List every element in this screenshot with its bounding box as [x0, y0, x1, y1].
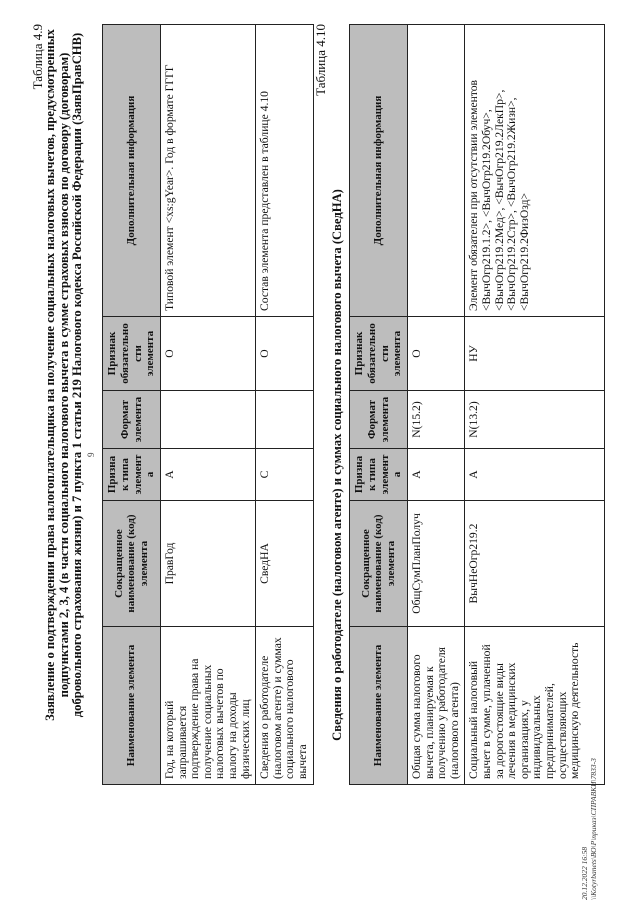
table-4-10	[349, 24, 605, 785]
col-header-info: Дополнительная информация	[350, 25, 408, 317]
cell-info: Элемент обязателен при отсутствии элементов <ВычОгр219.1.2>, <ВычОгр219.2Обуч>, <ВычОгр219.2Мед>, <ВычОгр219.2ЛекПр>, <ВычОгр219.2Стр>, <ВычОгр219.2Жизн>, <ВычОгр219.2ФизОзд>	[465, 25, 605, 317]
col-header-name: Наименование элемента	[350, 627, 408, 785]
col-header-required: Признак обязательности элемента	[103, 317, 161, 391]
cell-name: Год, на который запрашивается подтверждение права на получение социальных налоговых вычетов по налогу на доходы физических лиц	[161, 627, 256, 785]
col-header-info: Дополнительная информация	[103, 25, 161, 317]
cell-type: А	[408, 449, 465, 501]
col-header-type: Признак типа элемента	[103, 449, 161, 501]
col-header-code: Сокращенное наименование (код) элемента	[103, 501, 161, 627]
table-row	[408, 25, 465, 785]
cell-format: N(15.2)	[408, 391, 465, 449]
cell-required: О	[408, 317, 465, 391]
cell-required: О	[256, 317, 313, 391]
table-header-row	[350, 25, 408, 785]
cell-name: Общая сумма налогового вычета, планируемая к получению у работодателя (налогового агента)	[408, 627, 465, 785]
page-number: 9	[86, 452, 96, 457]
table-header-row	[103, 25, 161, 785]
cell-format	[256, 391, 313, 449]
cell-required: О	[161, 317, 256, 391]
footer-date: 20.12.2022 16:58	[580, 846, 589, 900]
col-header-type: Признак типа элемента	[350, 449, 408, 501]
table-4-9-title: Заявление о подтверждении права налогоплательщика на получение социальных налоговых вычетов, предусмотренных подпунктами 2, 3, 4 (в части социального налогового вычета в сумме страховых взносов по договору (договорам) добровольного страхования жизни) и 7 пункта 1 статьи 219 Налогового кодекса Российской Федерации (ЗаявПравСНВ)	[43, 29, 85, 721]
cell-name: Сведения о работодателе (налоговом агенте) и суммах социального налогового вычета	[256, 627, 313, 785]
cell-required: НУ	[465, 317, 605, 391]
cell-type: А	[465, 449, 605, 501]
cell-code: ПравГод	[161, 501, 256, 627]
table-row	[256, 25, 313, 785]
col-header-name: Наименование элемента	[103, 627, 161, 785]
cell-code: ВычНеОгр219.2	[465, 501, 605, 627]
cell-code: СведНА	[256, 501, 313, 627]
cell-type: А	[161, 449, 256, 501]
cell-info: Типовой элемент <xs:gYear>. Год в формате ГГГГ	[161, 25, 256, 317]
col-header-code: Сокращенное наименование (код) элемента	[350, 501, 408, 627]
col-header-required: Признак обязательности элемента	[350, 317, 408, 391]
table-4-10-title: Сведения о работодателе (налоговом агенте) и суммах социального налогового вычета (СведНА)	[330, 189, 344, 741]
cell-name: Социальный налоговый вычет в сумме, уплаченной за дорогостоящие виды лечения в медицинских организациях, у индивидуальных предпринимателей, осуществляющих медицинскую деятельность	[465, 627, 605, 785]
table-row	[161, 25, 256, 785]
table-4-9	[102, 24, 314, 785]
cell-info: Состав элемента представлен в таблице 4.10	[256, 25, 313, 317]
cell-info	[408, 25, 465, 317]
cell-code: ОбщСумПланПолуч	[408, 501, 465, 627]
cell-format	[161, 391, 256, 449]
footer-path: \\Kotyrbanets\ВО\Р\приказ\СПРАВКИ\7833-3	[589, 758, 598, 900]
cell-type: С	[256, 449, 313, 501]
table-4-10-label: Таблица 4.10	[313, 24, 328, 96]
col-header-format: Формат элемента	[103, 391, 161, 449]
cell-format: N(13.2)	[465, 391, 605, 449]
col-header-format: Формат элемента	[350, 391, 408, 449]
table-4-9-label: Таблица 4.9	[30, 24, 45, 90]
print-footer	[580, 758, 598, 900]
table-row	[465, 25, 605, 785]
